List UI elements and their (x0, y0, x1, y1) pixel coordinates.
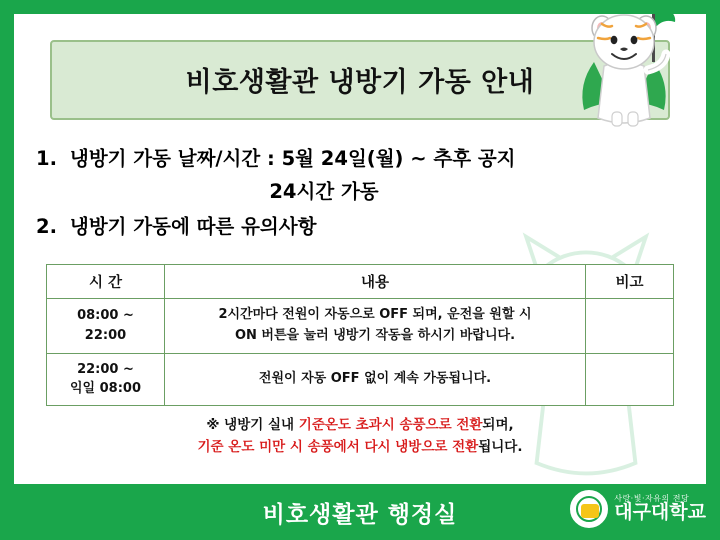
column-header-description: 내용 (165, 265, 586, 299)
table-row (47, 299, 674, 354)
schedule-table (46, 264, 674, 406)
cell-description (165, 353, 586, 405)
footnote (46, 414, 674, 459)
cell-note (586, 353, 674, 405)
list-item-label: 냉방기 가동 날짜/시간 : 5월 24일(월) ~ 추후 공지 (70, 147, 516, 170)
footnote-line2-highlight: 기준 온도 미만 시 송풍에서 다시 냉방으로 전환 (197, 439, 479, 456)
page-title: 비호생활관 냉방기 가동 안내 (185, 67, 535, 98)
column-header-note: 비고 (586, 265, 674, 299)
university-name: 대구대학교 (614, 501, 706, 524)
cell-description-line1: 전원이 자동 OFF 없이 계속 가동됩니다. (258, 370, 492, 386)
notice-list (36, 146, 686, 245)
cell-time (47, 299, 165, 354)
column-header-time: 시 간 (47, 265, 165, 299)
cell-description-line2: ON 버튼을 눌러 냉방기 작동을 하시기 바랍니다. (234, 327, 516, 343)
footer-bar (0, 484, 720, 540)
list-item-label: 냉방기 가동에 따른 유의사항 (70, 215, 317, 239)
table-header-row (47, 265, 674, 299)
cell-time (47, 353, 165, 405)
tiger-mascot-icon (564, 14, 684, 130)
cell-time-line2: 익일 08:00 (69, 381, 142, 397)
list-item (36, 214, 686, 240)
footnote-line2-post: 됩니다. (478, 439, 523, 456)
cell-time-line1: 08:00 ~ (77, 308, 134, 324)
university-logo (570, 490, 706, 528)
list-item-number: 2. (36, 215, 57, 239)
cell-time-line1: 22:00 ~ (77, 361, 134, 377)
footer-department: 비호생활관 행정실 (262, 502, 458, 528)
footnote-line1-pre: ※ 냉방기 실내 (206, 417, 299, 433)
operation-hours-note: 24시간 가동 (269, 180, 379, 204)
slide-body (14, 14, 706, 484)
university-emblem-icon (570, 490, 608, 528)
footnote-line1-post: 되며, (482, 417, 514, 433)
footnote-line-2 (46, 436, 674, 458)
list-item (36, 146, 686, 172)
footnote-line1-highlight: 기준온도 초과시 송풍으로 전환 (298, 417, 483, 433)
cell-note (586, 299, 674, 354)
table-row (47, 353, 674, 405)
university-tagline: 사랑·빛·자유의 전당 (614, 493, 690, 503)
cell-description-line1: 2시간마다 전원이 자동으로 OFF 되며, 운전을 원할 시 (218, 307, 532, 322)
cell-time-line2: 22:00 (84, 327, 127, 343)
university-logo-text (614, 495, 706, 523)
cell-description (165, 299, 586, 354)
footnote-line-1 (46, 414, 674, 436)
list-item-number: 1. (36, 147, 57, 170)
